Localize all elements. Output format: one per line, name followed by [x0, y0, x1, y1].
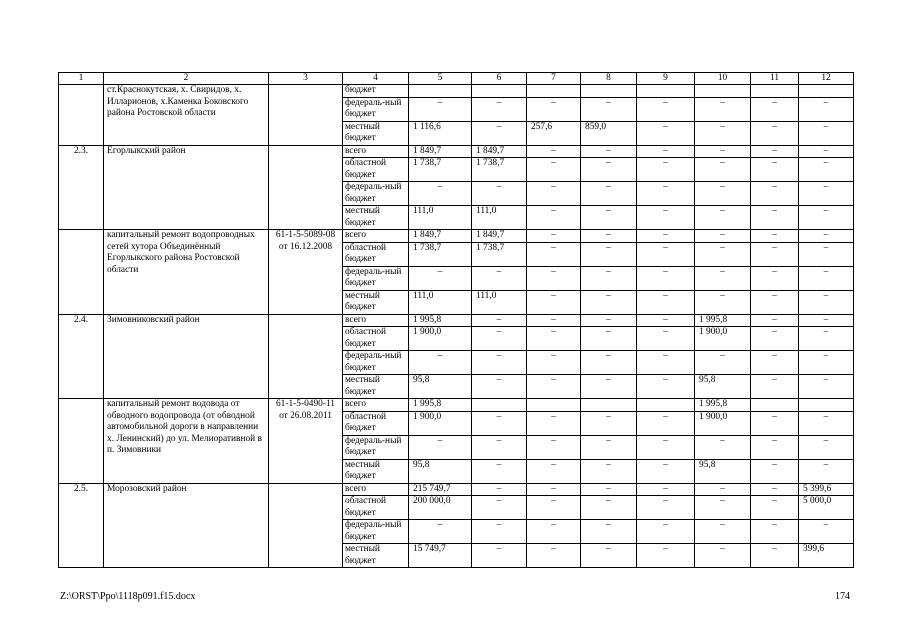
amount-cell: –: [527, 97, 581, 121]
amount-cell: –: [751, 375, 799, 399]
amount-cell: –: [409, 520, 472, 544]
amount-cell: –: [409, 351, 472, 375]
amount-cell: –: [637, 206, 695, 230]
funding-source: всего: [343, 145, 409, 158]
amount-cell: –: [581, 290, 637, 314]
amount-cell: –: [581, 544, 637, 568]
amount-cell: –: [799, 314, 854, 327]
amount-cell: [799, 399, 854, 412]
amount-cell: –: [527, 351, 581, 375]
amount-cell: [637, 85, 695, 98]
funding-source: местный бюджет: [343, 544, 409, 568]
amount-cell: 1 738,7: [472, 158, 527, 182]
amount-cell: –: [751, 314, 799, 327]
amount-cell: 1 849,7: [472, 145, 527, 158]
amount-cell: –: [751, 459, 799, 483]
amount-cell: –: [527, 242, 581, 266]
amount-cell: –: [751, 496, 799, 520]
funding-source: всего: [343, 399, 409, 412]
document-table-container: [58, 72, 854, 568]
amount-cell: –: [637, 459, 695, 483]
amount-cell: 1 738,7: [472, 242, 527, 266]
amount-cell: –: [472, 121, 527, 145]
amount-cell: –: [695, 206, 751, 230]
amount-cell: –: [799, 375, 854, 399]
amount-cell: –: [472, 351, 527, 375]
column-header: 6: [472, 73, 527, 85]
column-header: 1: [59, 73, 104, 85]
amount-cell: –: [581, 496, 637, 520]
expertise-code: [269, 85, 343, 146]
table-row: [59, 483, 854, 496]
amount-cell: –: [581, 327, 637, 351]
amount-cell: 15 749,7: [409, 544, 472, 568]
amount-cell: –: [637, 544, 695, 568]
object-name: капитальный ремонт водопроводных сетей хутора Объединённый Егорлыкского района Ростовской области: [104, 230, 269, 315]
funding-source: всего: [343, 314, 409, 327]
funding-source: федераль-ный бюджет: [343, 266, 409, 290]
amount-cell: 95,8: [409, 375, 472, 399]
expertise-code: [269, 314, 343, 399]
budget-table: [58, 72, 854, 568]
amount-cell: –: [695, 97, 751, 121]
amount-cell: [799, 85, 854, 98]
amount-cell: 1 849,7: [409, 145, 472, 158]
amount-cell: [472, 85, 527, 98]
amount-cell: –: [799, 206, 854, 230]
row-index: [59, 85, 104, 146]
amount-cell: –: [472, 496, 527, 520]
amount-cell: –: [637, 230, 695, 243]
footer-file-path: Z:\ORST\Ppo\1118p091.f15.docx: [60, 591, 196, 602]
amount-cell: –: [472, 266, 527, 290]
amount-cell: –: [637, 121, 695, 145]
expertise-code: [269, 483, 343, 568]
amount-cell: –: [527, 483, 581, 496]
amount-cell: –: [695, 520, 751, 544]
amount-cell: –: [581, 230, 637, 243]
amount-cell: –: [409, 97, 472, 121]
amount-cell: –: [695, 242, 751, 266]
amount-cell: –: [751, 206, 799, 230]
amount-cell: –: [751, 242, 799, 266]
amount-cell: –: [695, 544, 751, 568]
expertise-code: 61-1-5-5089-08 от 16.12.2008: [269, 230, 343, 315]
amount-cell: –: [527, 206, 581, 230]
amount-cell: –: [637, 483, 695, 496]
amount-cell: [751, 85, 799, 98]
amount-cell: –: [472, 314, 527, 327]
table-header-row: [59, 73, 854, 85]
amount-cell: –: [637, 290, 695, 314]
amount-cell: –: [695, 351, 751, 375]
amount-cell: –: [472, 97, 527, 121]
funding-source: местный бюджет: [343, 290, 409, 314]
amount-cell: [472, 399, 527, 412]
column-header: 9: [637, 73, 695, 85]
amount-cell: [695, 85, 751, 98]
amount-cell: 1 995,8: [695, 314, 751, 327]
amount-cell: 95,8: [695, 375, 751, 399]
amount-cell: –: [695, 483, 751, 496]
amount-cell: –: [637, 327, 695, 351]
amount-cell: –: [799, 459, 854, 483]
amount-cell: –: [527, 158, 581, 182]
amount-cell: –: [637, 145, 695, 158]
column-header: 7: [527, 73, 581, 85]
row-index: 2.4.: [59, 314, 104, 399]
amount-cell: [581, 399, 637, 412]
amount-cell: –: [581, 435, 637, 459]
object-name: Егорлыкский район: [104, 145, 269, 230]
amount-cell: –: [527, 230, 581, 243]
amount-cell: –: [527, 435, 581, 459]
amount-cell: –: [637, 242, 695, 266]
amount-cell: –: [527, 520, 581, 544]
amount-cell: –: [799, 290, 854, 314]
amount-cell: –: [581, 483, 637, 496]
amount-cell: –: [799, 230, 854, 243]
amount-cell: –: [637, 411, 695, 435]
amount-cell: 1 900,0: [409, 327, 472, 351]
table-row: [59, 85, 854, 98]
amount-cell: –: [472, 435, 527, 459]
amount-cell: 111,0: [409, 206, 472, 230]
funding-source: областной бюджет: [343, 411, 409, 435]
amount-cell: –: [751, 230, 799, 243]
row-index: 2.3.: [59, 145, 104, 230]
amount-cell: –: [637, 158, 695, 182]
amount-cell: –: [472, 483, 527, 496]
column-header: 10: [695, 73, 751, 85]
amount-cell: 859,0: [581, 121, 637, 145]
expertise-code: 61-1-5-0490-11 от 26.08.2011: [269, 399, 343, 484]
amount-cell: –: [695, 121, 751, 145]
amount-cell: –: [799, 242, 854, 266]
amount-cell: –: [527, 266, 581, 290]
amount-cell: –: [527, 314, 581, 327]
amount-cell: 1 900,0: [695, 411, 751, 435]
amount-cell: –: [581, 158, 637, 182]
amount-cell: –: [637, 520, 695, 544]
column-header: 2: [104, 73, 269, 85]
table-row: [59, 145, 854, 158]
amount-cell: 111,0: [409, 290, 472, 314]
object-name: ст.Краснокутская, х. Свиридов, х. Илларионов, х.Каменка Боковского района Ростовской области: [104, 85, 269, 146]
amount-cell: 200 000,0: [409, 496, 472, 520]
amount-cell: –: [799, 435, 854, 459]
amount-cell: 111,0: [472, 290, 527, 314]
funding-source: федераль-ный бюджет: [343, 97, 409, 121]
amount-cell: 95,8: [695, 459, 751, 483]
amount-cell: –: [409, 435, 472, 459]
amount-cell: –: [581, 314, 637, 327]
object-name: Морозовский район: [104, 483, 269, 568]
expertise-code: [269, 145, 343, 230]
amount-cell: –: [581, 351, 637, 375]
amount-cell: –: [751, 411, 799, 435]
amount-cell: –: [751, 121, 799, 145]
amount-cell: –: [751, 483, 799, 496]
amount-cell: –: [472, 520, 527, 544]
amount-cell: –: [472, 327, 527, 351]
amount-cell: 1 900,0: [409, 411, 472, 435]
amount-cell: –: [751, 158, 799, 182]
amount-cell: –: [637, 182, 695, 206]
amount-cell: –: [637, 496, 695, 520]
row-index: 2.5.: [59, 483, 104, 568]
column-header: 5: [409, 73, 472, 85]
amount-cell: –: [472, 459, 527, 483]
funding-source: областной бюджет: [343, 242, 409, 266]
row-index: [59, 399, 104, 484]
amount-cell: –: [799, 520, 854, 544]
amount-cell: –: [751, 351, 799, 375]
amount-cell: –: [695, 158, 751, 182]
amount-cell: –: [799, 182, 854, 206]
amount-cell: [527, 399, 581, 412]
amount-cell: –: [751, 520, 799, 544]
amount-cell: –: [695, 145, 751, 158]
amount-cell: 1 995,8: [409, 399, 472, 412]
amount-cell: –: [695, 230, 751, 243]
funding-source: местный бюджет: [343, 375, 409, 399]
amount-cell: –: [527, 496, 581, 520]
column-header: 4: [343, 73, 409, 85]
amount-cell: –: [527, 182, 581, 206]
amount-cell: –: [637, 375, 695, 399]
column-header: 3: [269, 73, 343, 85]
amount-cell: 111,0: [472, 206, 527, 230]
amount-cell: –: [527, 411, 581, 435]
amount-cell: –: [751, 145, 799, 158]
amount-cell: –: [409, 266, 472, 290]
amount-cell: –: [799, 158, 854, 182]
amount-cell: –: [751, 182, 799, 206]
amount-cell: –: [751, 97, 799, 121]
amount-cell: –: [751, 544, 799, 568]
amount-cell: –: [581, 520, 637, 544]
amount-cell: –: [637, 351, 695, 375]
amount-cell: 95,8: [409, 459, 472, 483]
amount-cell: –: [751, 327, 799, 351]
amount-cell: –: [799, 411, 854, 435]
amount-cell: 257,6: [527, 121, 581, 145]
funding-source: всего: [343, 230, 409, 243]
row-index: [59, 230, 104, 315]
footer-page-number: 174: [835, 591, 850, 602]
amount-cell: –: [799, 351, 854, 375]
amount-cell: 5 399,6: [799, 483, 854, 496]
amount-cell: –: [581, 206, 637, 230]
amount-cell: –: [751, 290, 799, 314]
amount-cell: –: [581, 459, 637, 483]
funding-source: местный бюджет: [343, 459, 409, 483]
amount-cell: [581, 85, 637, 98]
amount-cell: 1 849,7: [472, 230, 527, 243]
amount-cell: –: [799, 327, 854, 351]
amount-cell: 1 738,7: [409, 158, 472, 182]
amount-cell: –: [472, 411, 527, 435]
funding-source: федераль-ный бюджет: [343, 351, 409, 375]
amount-cell: –: [409, 182, 472, 206]
amount-cell: –: [695, 435, 751, 459]
amount-cell: 399,6: [799, 544, 854, 568]
amount-cell: –: [637, 314, 695, 327]
amount-cell: –: [751, 266, 799, 290]
funding-source: областной бюджет: [343, 327, 409, 351]
amount-cell: –: [695, 266, 751, 290]
amount-cell: –: [637, 435, 695, 459]
table-row: [59, 399, 854, 412]
funding-source: федераль-ный бюджет: [343, 182, 409, 206]
amount-cell: –: [472, 375, 527, 399]
amount-cell: –: [472, 544, 527, 568]
amount-cell: –: [695, 182, 751, 206]
amount-cell: [527, 85, 581, 98]
amount-cell: –: [581, 375, 637, 399]
funding-source: федераль-ный бюджет: [343, 435, 409, 459]
amount-cell: 1 995,8: [409, 314, 472, 327]
amount-cell: –: [799, 145, 854, 158]
funding-source: местный бюджет: [343, 121, 409, 145]
column-header: 8: [581, 73, 637, 85]
funding-source: всего: [343, 483, 409, 496]
funding-source: бюджет: [343, 85, 409, 98]
amount-cell: 1 900,0: [695, 327, 751, 351]
funding-source: областной бюджет: [343, 158, 409, 182]
amount-cell: 1 116,6: [409, 121, 472, 145]
amount-cell: 215 749,7: [409, 483, 472, 496]
amount-cell: –: [581, 145, 637, 158]
amount-cell: –: [527, 327, 581, 351]
amount-cell: 5 000,0: [799, 496, 854, 520]
amount-cell: –: [472, 182, 527, 206]
amount-cell: –: [581, 242, 637, 266]
amount-cell: 1 738,7: [409, 242, 472, 266]
amount-cell: [751, 399, 799, 412]
amount-cell: –: [799, 97, 854, 121]
amount-cell: –: [695, 496, 751, 520]
object-name: Зимовниковский район: [104, 314, 269, 399]
amount-cell: –: [581, 182, 637, 206]
amount-cell: 1 995,8: [695, 399, 751, 412]
object-name: капитальный ремонт водовода от обводного водопровода (от обводной автомобильной дороги в направлении х. Ленинский) до ул. Мелиоративной в п. Зимовники: [104, 399, 269, 484]
amount-cell: –: [527, 375, 581, 399]
table-row: [59, 314, 854, 327]
amount-cell: –: [527, 459, 581, 483]
amount-cell: –: [799, 266, 854, 290]
amount-cell: –: [751, 435, 799, 459]
funding-source: местный бюджет: [343, 206, 409, 230]
amount-cell: –: [799, 121, 854, 145]
amount-cell: –: [527, 290, 581, 314]
funding-source: областной бюджет: [343, 496, 409, 520]
amount-cell: –: [637, 266, 695, 290]
amount-cell: –: [527, 544, 581, 568]
amount-cell: [637, 399, 695, 412]
amount-cell: –: [581, 97, 637, 121]
table-row: [59, 230, 854, 243]
amount-cell: 1 849,7: [409, 230, 472, 243]
amount-cell: –: [637, 97, 695, 121]
amount-cell: [409, 85, 472, 98]
funding-source: федераль-ный бюджет: [343, 520, 409, 544]
amount-cell: –: [695, 290, 751, 314]
amount-cell: –: [581, 266, 637, 290]
column-header: 12: [799, 73, 854, 85]
amount-cell: –: [527, 145, 581, 158]
column-header: 11: [751, 73, 799, 85]
amount-cell: –: [581, 411, 637, 435]
